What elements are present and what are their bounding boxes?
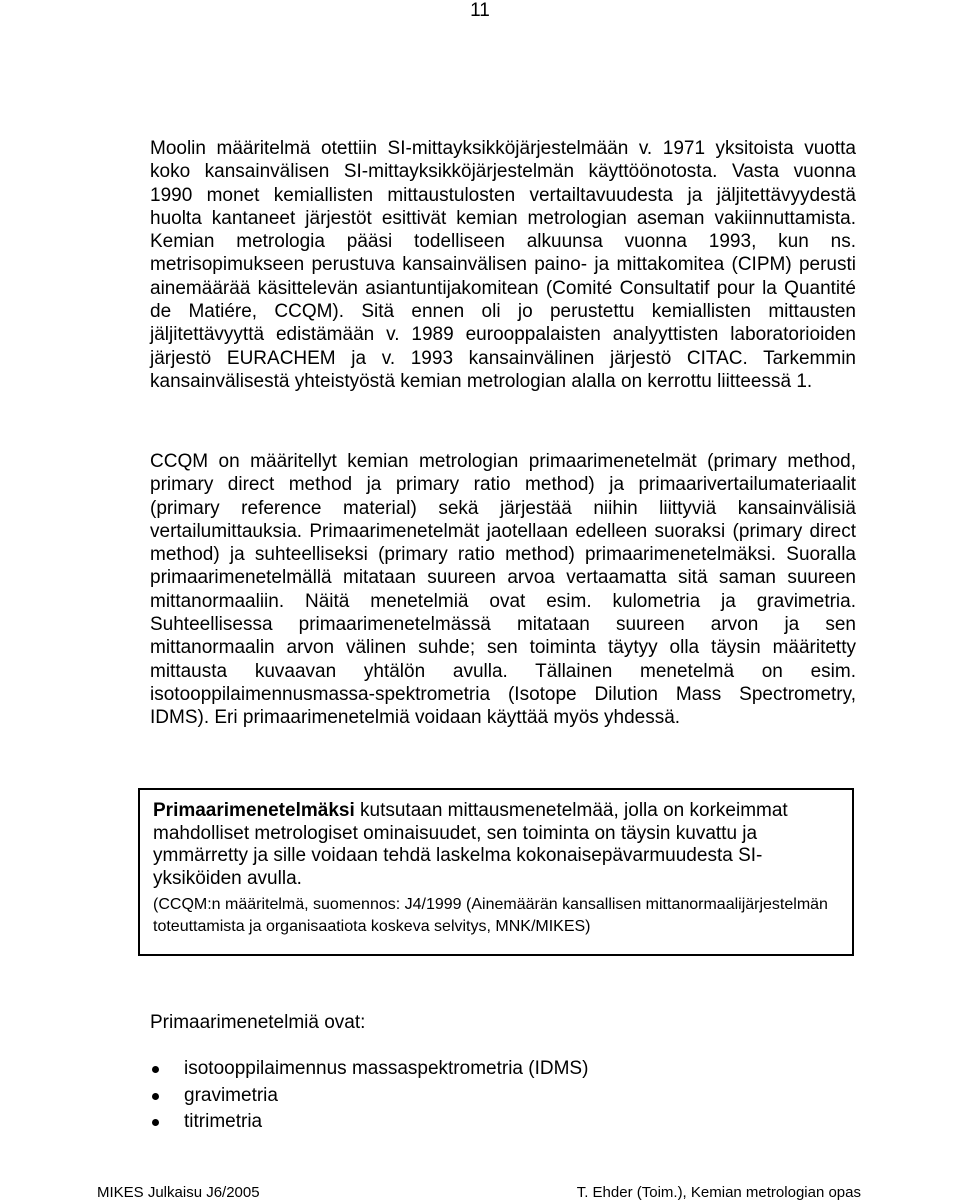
list-item [150,1056,588,1083]
footer-publication: MIKES Julkaisu J6/2005 [97,1184,260,1201]
list-item-label: gravimetria [184,1084,278,1106]
definition-text [153,800,838,890]
list-intro: Primaarimenetelmiä ovat: [150,1012,366,1033]
method-list [150,1056,588,1136]
list-item-label: isotooppilaimennus massaspektrometria (IDMS) [184,1058,589,1079]
body-paragraph-primary-methods: CCQM on määritellyt kemian metrologian primaarimenetelmät (primary method, primary direct method ja primary ratio method) ja primaarivertailumateriaalit (primary reference material) sekä järjestää niihin liittyviä kansainvälisiä vertailumittauksia. Primaarimenetelmät jaotellaan edelleen suoraksi (primary direct method) ja suhteelliseksi (primary ratio method) primaarimenetelmäksi. Suoralla primaarimenetelmällä mitataan suureen arvoa vertaamatta sitä saman suureen mittanormaaliin. Näitä menetelmiä ovat esim. kulometria ja gravimetria. Suhteellisessa primaarimenetelmässä mitataan suureen arvon ja sen mittanormaalin arvon välinen suhde; sen toiminta täytyy olla täysin määritetty mittausta kuvaavan yhtälön avulla. Tällainen menetelmä on esim. isotooppilaimennusmassa-spektrometria (Isotope Dilution Mass Spectrometry, IDMS). Eri primaarimenetelmiä voidaan käyttää myös yhdessä. [150,451,856,729]
definition-term: Primaarimenetelmäksi [153,800,355,821]
definition-box [138,788,854,956]
list-item [150,1083,588,1110]
list-item-label: titrimetria [184,1111,263,1132]
definition-body: kutsutaan mittausmenetelmää, jolla on korkeimmat mahdolliset metrologiset ominaisuudet, sen toiminta on täysin kuvattu ja ymmärretty ja sille voidaan tehdä laskelma kokonaisepävarmuudesta SI-yksiköiden avulla. [153,800,788,889]
list-item [150,1109,588,1136]
bullet-icon [152,1066,159,1073]
footer-author-title: T. Ehder (Toim.), Kemian metrologian opas [576,1184,861,1201]
body-paragraph-history: Moolin määritelmä otettiin SI-mittayksikköjärjestelmään v. 1971 yksitoista vuotta koko kansainvälisen SI-mittayksikköjärjestelmän käyttöönotosta. Vasta vuonna 1990 monet kemiallisten mittaustulosten vertailtavuudesta ja jäljitettävyydestä huolta kantaneet järjestöt esittivät kemian metrologian aseman vakiinnuttamista. Kemian metrologia pääsi todelliseen alkuunsa vuonna 1993, kun ns. metrisopimukseen perustuva kansainvälisen paino- ja mittakomitea (CIPM) perusti ainemäärää käsittelevän asiantuntijakomitean (Comité Consultatif pour la Quantité de Matiére, CCQM). Sitä ennen oli jo perustettu kemiallisten mittausten jäljitettävyyttä edistämään v. 1989 eurooppalaisten analyyttisten laboratorioiden järjestö EURACHEM ja v. 1993 kansainvälinen järjestö CITAC. Tarkemmin kansainvälisestä yhteistyöstä kemian metrologian alalla on kerrottu liitteessä 1. [150,138,856,392]
bullet-icon [152,1093,159,1100]
bullet-icon [152,1119,159,1126]
page-number: 11 [470,0,490,21]
definition-source: (CCQM:n määritelmä, suomennos: J4/1999 (Ainemäärän kansallisen mittanormaalijärjestelmän toteuttamista ja organisaatiota koskeva selvitys, MNK/MIKES) [153,896,828,935]
